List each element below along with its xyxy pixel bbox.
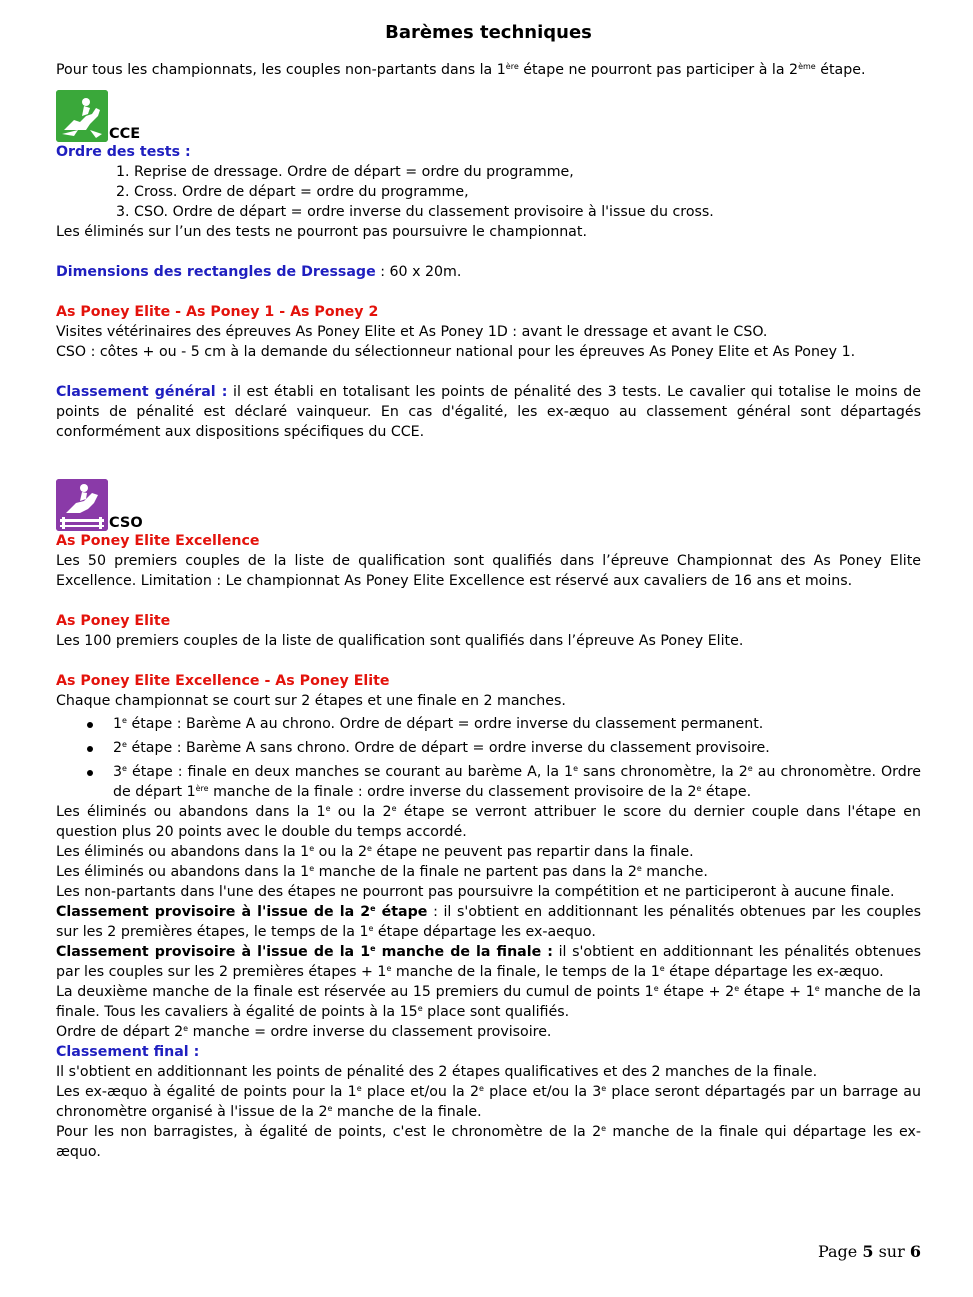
list-item: 1. Reprise de dressage. Ordre de départ = ordre du programme, bbox=[116, 164, 574, 180]
document-page bbox=[56, 20, 921, 1162]
both-heading: As Poney Elite Excellence - As Poney Elite bbox=[56, 673, 390, 689]
general-ranking-text: Classement général : il est établi en totalisant les points de pénalité des 3 tests. Le cavalier qui totalise le moins de points de pénalité est déclaré vainqueur. En cas d'égalité, les ex-æquo au classement général sont départagés conformément aux dispositions spécifiques du CCE. bbox=[56, 384, 921, 440]
cce-label: CCE bbox=[109, 126, 141, 142]
intro-text: Pour tous les championnats, les couples non-partants dans la 1ère étape ne pourront pas participer à la 2ème étape. bbox=[56, 62, 866, 78]
second-round-text: La deuxième manche de la finale est réservée au 15 premiers du cumul de points 1e étape + $2^e$ étape + $1^e$ manche de la finale. Tous les cavaliers à égalité de points à la 15e place sont qualifiés. bbox=[56, 984, 922, 1020]
excellence-heading: As Poney Elite Excellence bbox=[56, 533, 260, 549]
stages-list bbox=[56, 714, 921, 802]
cso-heights-text: CSO : côtes + ou - 5 cm à la demande du sélectionneur national pour les épreuves As Poney Elite et As Poney 1. bbox=[56, 344, 856, 360]
list-item: 2e étape : Barème A sans chrono. Ordre de départ = ordre inverse du classement provisoire. bbox=[113, 738, 921, 758]
final-text-1: Il s'obtient en additionnant les points de pénalité des 2 étapes qualificatives et des 2 manches de la finale. bbox=[56, 1064, 818, 1080]
tests-list bbox=[56, 162, 921, 222]
final-heading: Classement final : bbox=[56, 1044, 200, 1060]
vet-visits-text: Visites vétérinaires des épreuves As Poney Elite et As Poney 1D : avant le dressage et avant le CSO. bbox=[56, 324, 768, 340]
dimensions-line: Dimensions des rectangles de Dressage : 60 x 20m. bbox=[56, 264, 462, 280]
provisional-stage2-text: Classement provisoire à l'issue de la 2e étape : il s'obtient en additionnant les pénalités obtenues par les couples sur les 2 premières étapes, le temps de la 1e étape départage les ex-aequo. bbox=[56, 904, 922, 940]
elite-text: Les 100 premiers couples de la liste de qualification sont qualifiés dans l’épreuve As Poney Elite. bbox=[56, 633, 744, 649]
order-heading: Ordre des tests : bbox=[56, 144, 191, 160]
both-intro: Chaque championnat se court sur 2 étapes et une finale en 2 manches. bbox=[56, 693, 566, 709]
final-text-2: Les ex-æquo à égalité de points pour la 1e place et/ou la 2e place et/ou la 3e place seront départagés par un barrage au chronomètre organisé à l'issue de la 2e manche de la finale. bbox=[56, 1084, 921, 1120]
list-item: 2. Cross. Ordre de départ = ordre du programme, bbox=[116, 184, 469, 200]
eliminated-score-text: Les éliminés ou abandons dans la 1e ou la 2e étape se verront attribuer le score du dernier couple dans l'étape en question plus 20 points avec le double du temps accordé. bbox=[56, 804, 921, 840]
excellence-text: Les 50 premiers couples de la liste de qualification sont qualifiés dans l’épreuve Championnat des As Poney Elite Excellence. Limitation : Le championnat As Poney Elite Excellence est réservé aux cavaliers de 16 ans et moins. bbox=[56, 553, 921, 589]
show-jumping-horse-icon bbox=[56, 479, 108, 531]
list-item: 3e étape : finale en deux manches se courant au barème A, la 1e sans chronomètre, la 2e au chronomètre. Ordre de départ 1ère manche de la finale : ordre inverse du classement provisoire de la 2e étape. bbox=[113, 762, 921, 802]
cso-header bbox=[56, 479, 921, 531]
provisional-round1-text: Classement provisoire à l'issue de la 1e manche de la finale : il s'obtient en additionnant les pénalités obtenues par les couples sur les 2 premières étapes + $1^e$ manche de la finale, le temps de la 1e étape départage les ex-æquo. bbox=[56, 944, 921, 980]
page-number: Page 5 sur 6 bbox=[817, 1242, 921, 1261]
as-poney-heading: As Poney Elite - As Poney 1 - As Poney 2 bbox=[56, 304, 379, 320]
eliminated-text: Les éliminés sur l’un des tests ne pourront pas poursuivre le championnat. bbox=[56, 224, 587, 240]
cce-header bbox=[56, 90, 921, 142]
eliminated-round-text: Les éliminés ou abandons dans la 1e manche de la finale ne partent pas dans la 2e manche. bbox=[56, 864, 708, 880]
list-item: 3. CSO. Ordre de départ = ordre inverse du classement provisoire à l'issue du cross. bbox=[116, 204, 714, 220]
elite-heading: As Poney Elite bbox=[56, 613, 171, 629]
list-item: 1e étape : Barème A au chrono. Ordre de départ = ordre inverse du classement permanent. bbox=[113, 714, 921, 734]
start-order-text: Ordre de départ 2e manche = ordre inverse du classement provisoire. bbox=[56, 1024, 552, 1040]
final-text-3: Pour les non barragistes, à égalité de points, c'est le chronomètre de la 2e manche de la finale qui départage les ex-æquo. bbox=[56, 1124, 922, 1160]
page-title: Barèmes techniques bbox=[385, 22, 592, 43]
eventing-horse-icon bbox=[56, 90, 108, 142]
cso-label: CSO bbox=[109, 515, 143, 531]
non-starters-text: Les non-partants dans l'une des étapes ne pourront pas poursuivre la compétition et ne participeront à aucune finale. bbox=[56, 884, 895, 900]
eliminated-final-text: Les éliminés ou abandons dans la 1e ou la 2e étape ne peuvent pas repartir dans la finale. bbox=[56, 844, 694, 860]
